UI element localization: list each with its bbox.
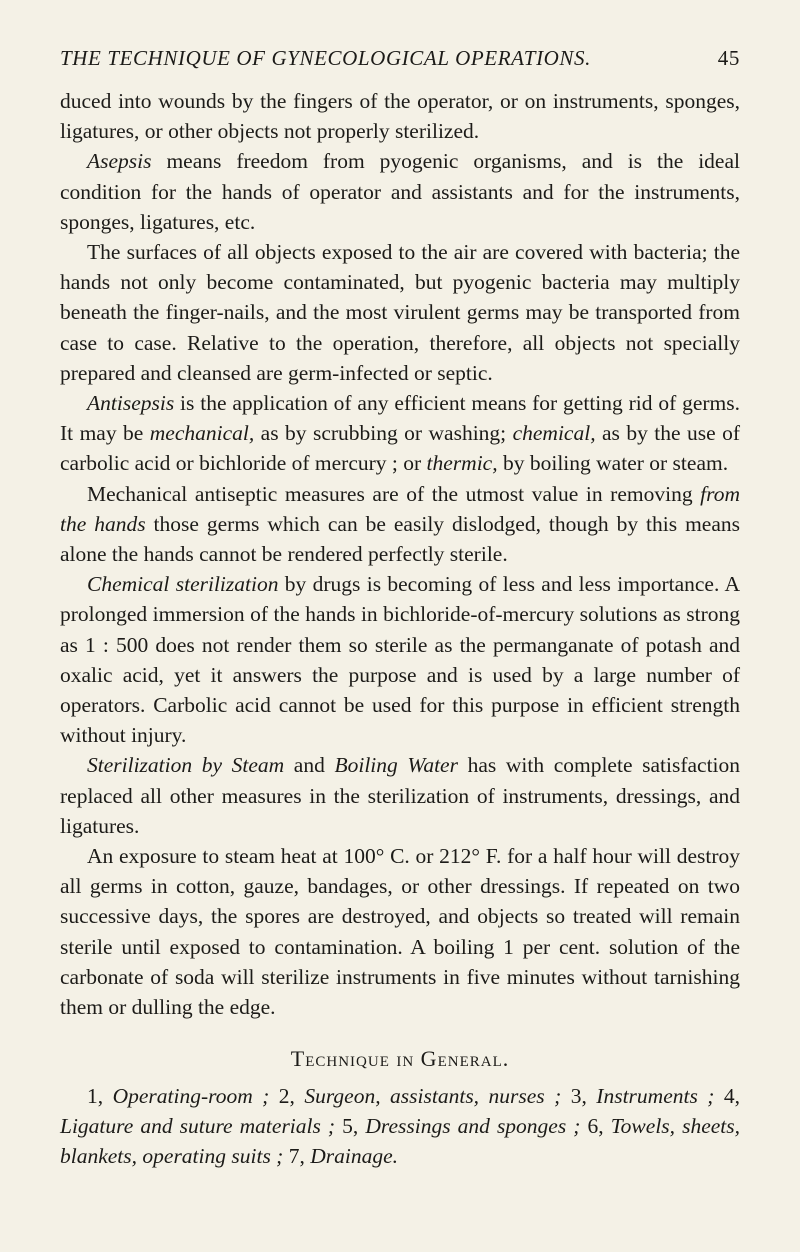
italic-text: Dressings and sponges ;: [365, 1113, 581, 1138]
italic-text: Towels, sheets, blankets, operating suits ;: [60, 1113, 741, 1168]
paragraph: [60, 86, 740, 146]
italic-text: from the hands: [60, 481, 740, 536]
text-run: Mechanical antiseptic measures are of the utmost value in removing: [87, 481, 701, 506]
italic-text: Drainage.: [310, 1143, 399, 1168]
text-run: is the application of any efficient means for getting rid of germs. It may be: [60, 391, 740, 446]
text-run: means freedom from pyogenic organisms, and is the ideal condition for the hands of operator and assistants and for the instruments, sponges, ligatures, etc.: [60, 149, 740, 234]
italic-text: Chemical sterilization: [87, 572, 279, 597]
paragraph: [60, 750, 740, 841]
list-paragraph: [60, 1081, 740, 1172]
text-run: 1,: [87, 1083, 113, 1108]
italic-text: Sterilization by Steam: [87, 753, 285, 778]
text-run: by boiling water or steam.: [497, 451, 729, 476]
text-run: 2,: [269, 1083, 305, 1108]
list-paragraph-container: [60, 1081, 740, 1172]
paragraph: [60, 388, 740, 479]
paragraph: [60, 237, 740, 388]
italic-text: Antisepsis: [87, 391, 175, 416]
italic-text: Asepsis: [87, 149, 152, 174]
paragraphs: [60, 86, 740, 1022]
text-run: by drugs is becoming of less and less importance. A prolonged immersion of the hands in bichloride-of-mercury solutions as strong as 1 : 500 does not render them so sterile as the permanganate of potash and oxalic acid, yet it answers the purpose and is used by a large number of operators. Carbolic acid cannot be used for this purpose in efficient strength without injury.: [60, 572, 740, 748]
running-header: [60, 46, 740, 78]
italic-text: mechanical,: [149, 421, 255, 446]
italic-text: Operating-room ;: [112, 1083, 270, 1108]
text-run: has with complete satisfaction replaced all other measures in the sterilization of instruments, dressings, and ligatures.: [60, 753, 741, 838]
italic-text: chemical,: [512, 421, 596, 446]
italic-text: Boiling Water: [334, 753, 458, 778]
text-run: those germs which can be easily dislodged, though by this means alone the hands cannot be rendered perfectly sterile.: [60, 511, 740, 567]
running-title: THE TECHNIQUE OF GYNECOLOGICAL OPERATIONS.: [60, 46, 591, 70]
italic-text: Surgeon, assistants, nurses ;: [304, 1083, 562, 1108]
text-run: 7,: [283, 1143, 311, 1168]
paragraph: [60, 841, 740, 1022]
page-number: 45: [717, 46, 740, 70]
text-run: 4,: [714, 1083, 741, 1108]
text-run: 5,: [335, 1113, 366, 1138]
text-run: 6,: [580, 1113, 611, 1138]
text-run: 3,: [561, 1083, 597, 1108]
italic-text: thermic,: [426, 451, 498, 476]
paragraph: [60, 479, 740, 570]
italic-text: Ligature and suture materials ;: [60, 1113, 336, 1138]
body-text: [60, 86, 740, 1171]
text-run: duced into wounds by the fingers of the operator, or on instruments, sponges, ligatures, or other objects not properly sterilized.: [60, 89, 740, 144]
section-heading: Technique in General.: [290, 1046, 510, 1072]
italic-text: Instruments ;: [596, 1083, 715, 1108]
paragraph: [60, 569, 740, 750]
paragraph: [60, 146, 740, 237]
text-run: An exposure to steam heat at 100° C. or 212° F. for a half hour will destroy all germs in cotton, gauze, bandages, or other dressings. If repeated on two successive days, the spores are destroyed, and objects so treated will remain sterile until exposed to contamination. A boiling 1 per cent. solution of the carbonate of soda will sterilize instruments in five minutes without tarnishing them or dulling the edge.: [60, 844, 740, 1020]
text-run: as by the use of carbolic acid or bichloride of mercury ; or: [60, 421, 740, 476]
text-run: and: [284, 753, 335, 778]
text-run: as by scrubbing or washing;: [254, 421, 513, 446]
text-run: The surfaces of all objects exposed to the air are covered with bacteria; the hands not only become contaminated, but pyogenic bacteria may multiply beneath the finger-nails, and the most virulent germs may be transported from case to case. Relative to the operation, therefore, all objects not specially prepared and cleansed are germ-infected or septic.: [60, 240, 740, 385]
